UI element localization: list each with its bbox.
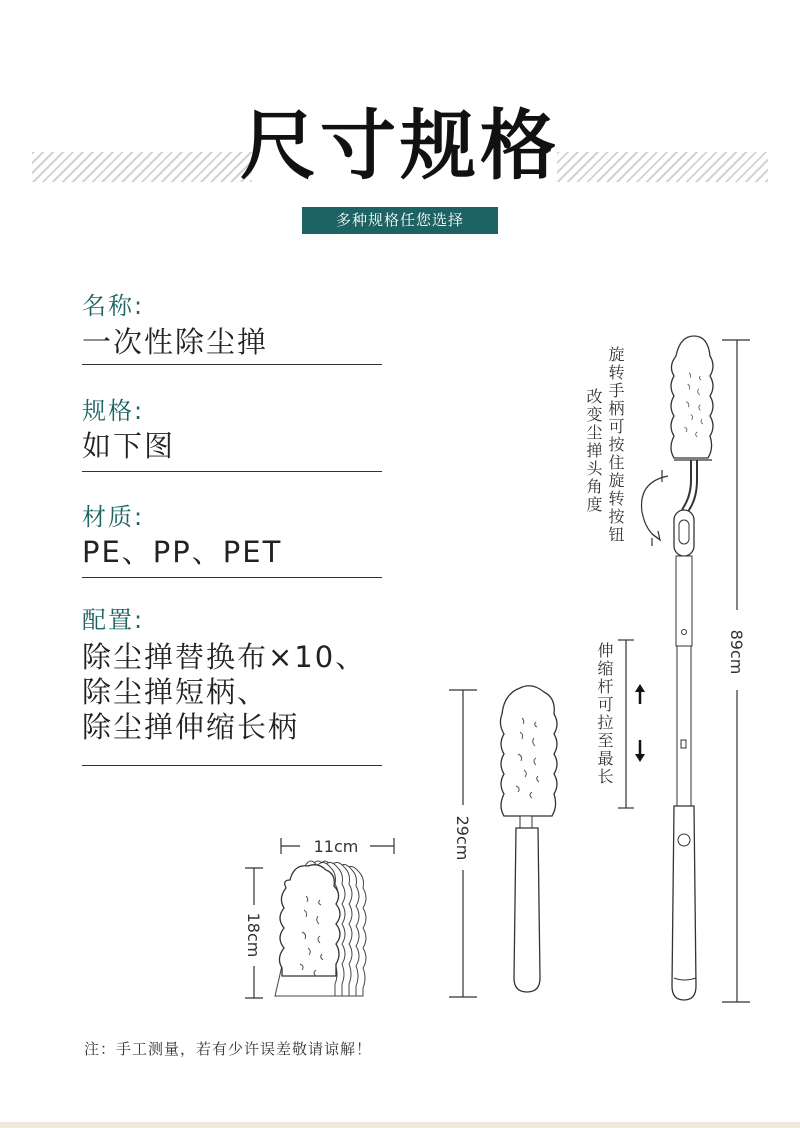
rotate-annotation-line2: 改变尘掸头角度	[584, 388, 603, 514]
long-handle-duster-drawing	[642, 336, 713, 1000]
spec-size-value: 如下图	[82, 429, 176, 463]
pad-stack-drawing	[275, 861, 366, 996]
spec-material-label: 材质:	[82, 503, 145, 531]
spec-config-value-2: 除尘掸短柄、	[82, 675, 269, 709]
spec-name-label: 名称:	[82, 292, 145, 320]
telescopic-annotation: 伸缩杆可拉至最长	[595, 642, 614, 786]
spec-config-value-1: 除尘掸替换布×10、	[82, 640, 367, 674]
spec-config-label: 配置:	[82, 606, 145, 634]
long-handle-label: 89cm	[727, 629, 746, 675]
page-title: 尺寸规格	[240, 101, 560, 190]
rotate-annotation-line1: 旋转手柄可按住旋转按钮	[606, 346, 625, 544]
extend-up-arrow	[635, 684, 645, 704]
spec-size-label: 规格:	[82, 397, 145, 425]
short-handle-label: 29cm	[453, 815, 472, 861]
pad-width-label: 11cm	[313, 837, 359, 856]
spec-material-value: PE、PP、PET	[82, 535, 283, 569]
measurement-note: 注：手工测量，若有少许误差敬请谅解！	[84, 1040, 373, 1058]
subtitle-badge: 多种规格任您选择	[302, 207, 498, 234]
spec-config-value-3: 除尘掸伸缩长柄	[82, 710, 300, 744]
telescopic-bracket	[618, 640, 634, 808]
bottom-band	[0, 1122, 800, 1128]
retract-down-arrow	[635, 740, 645, 762]
spec-name-value: 一次性除尘掸	[82, 325, 269, 359]
short-handle-duster-drawing	[500, 686, 557, 992]
pad-height-label: 18cm	[244, 912, 263, 958]
